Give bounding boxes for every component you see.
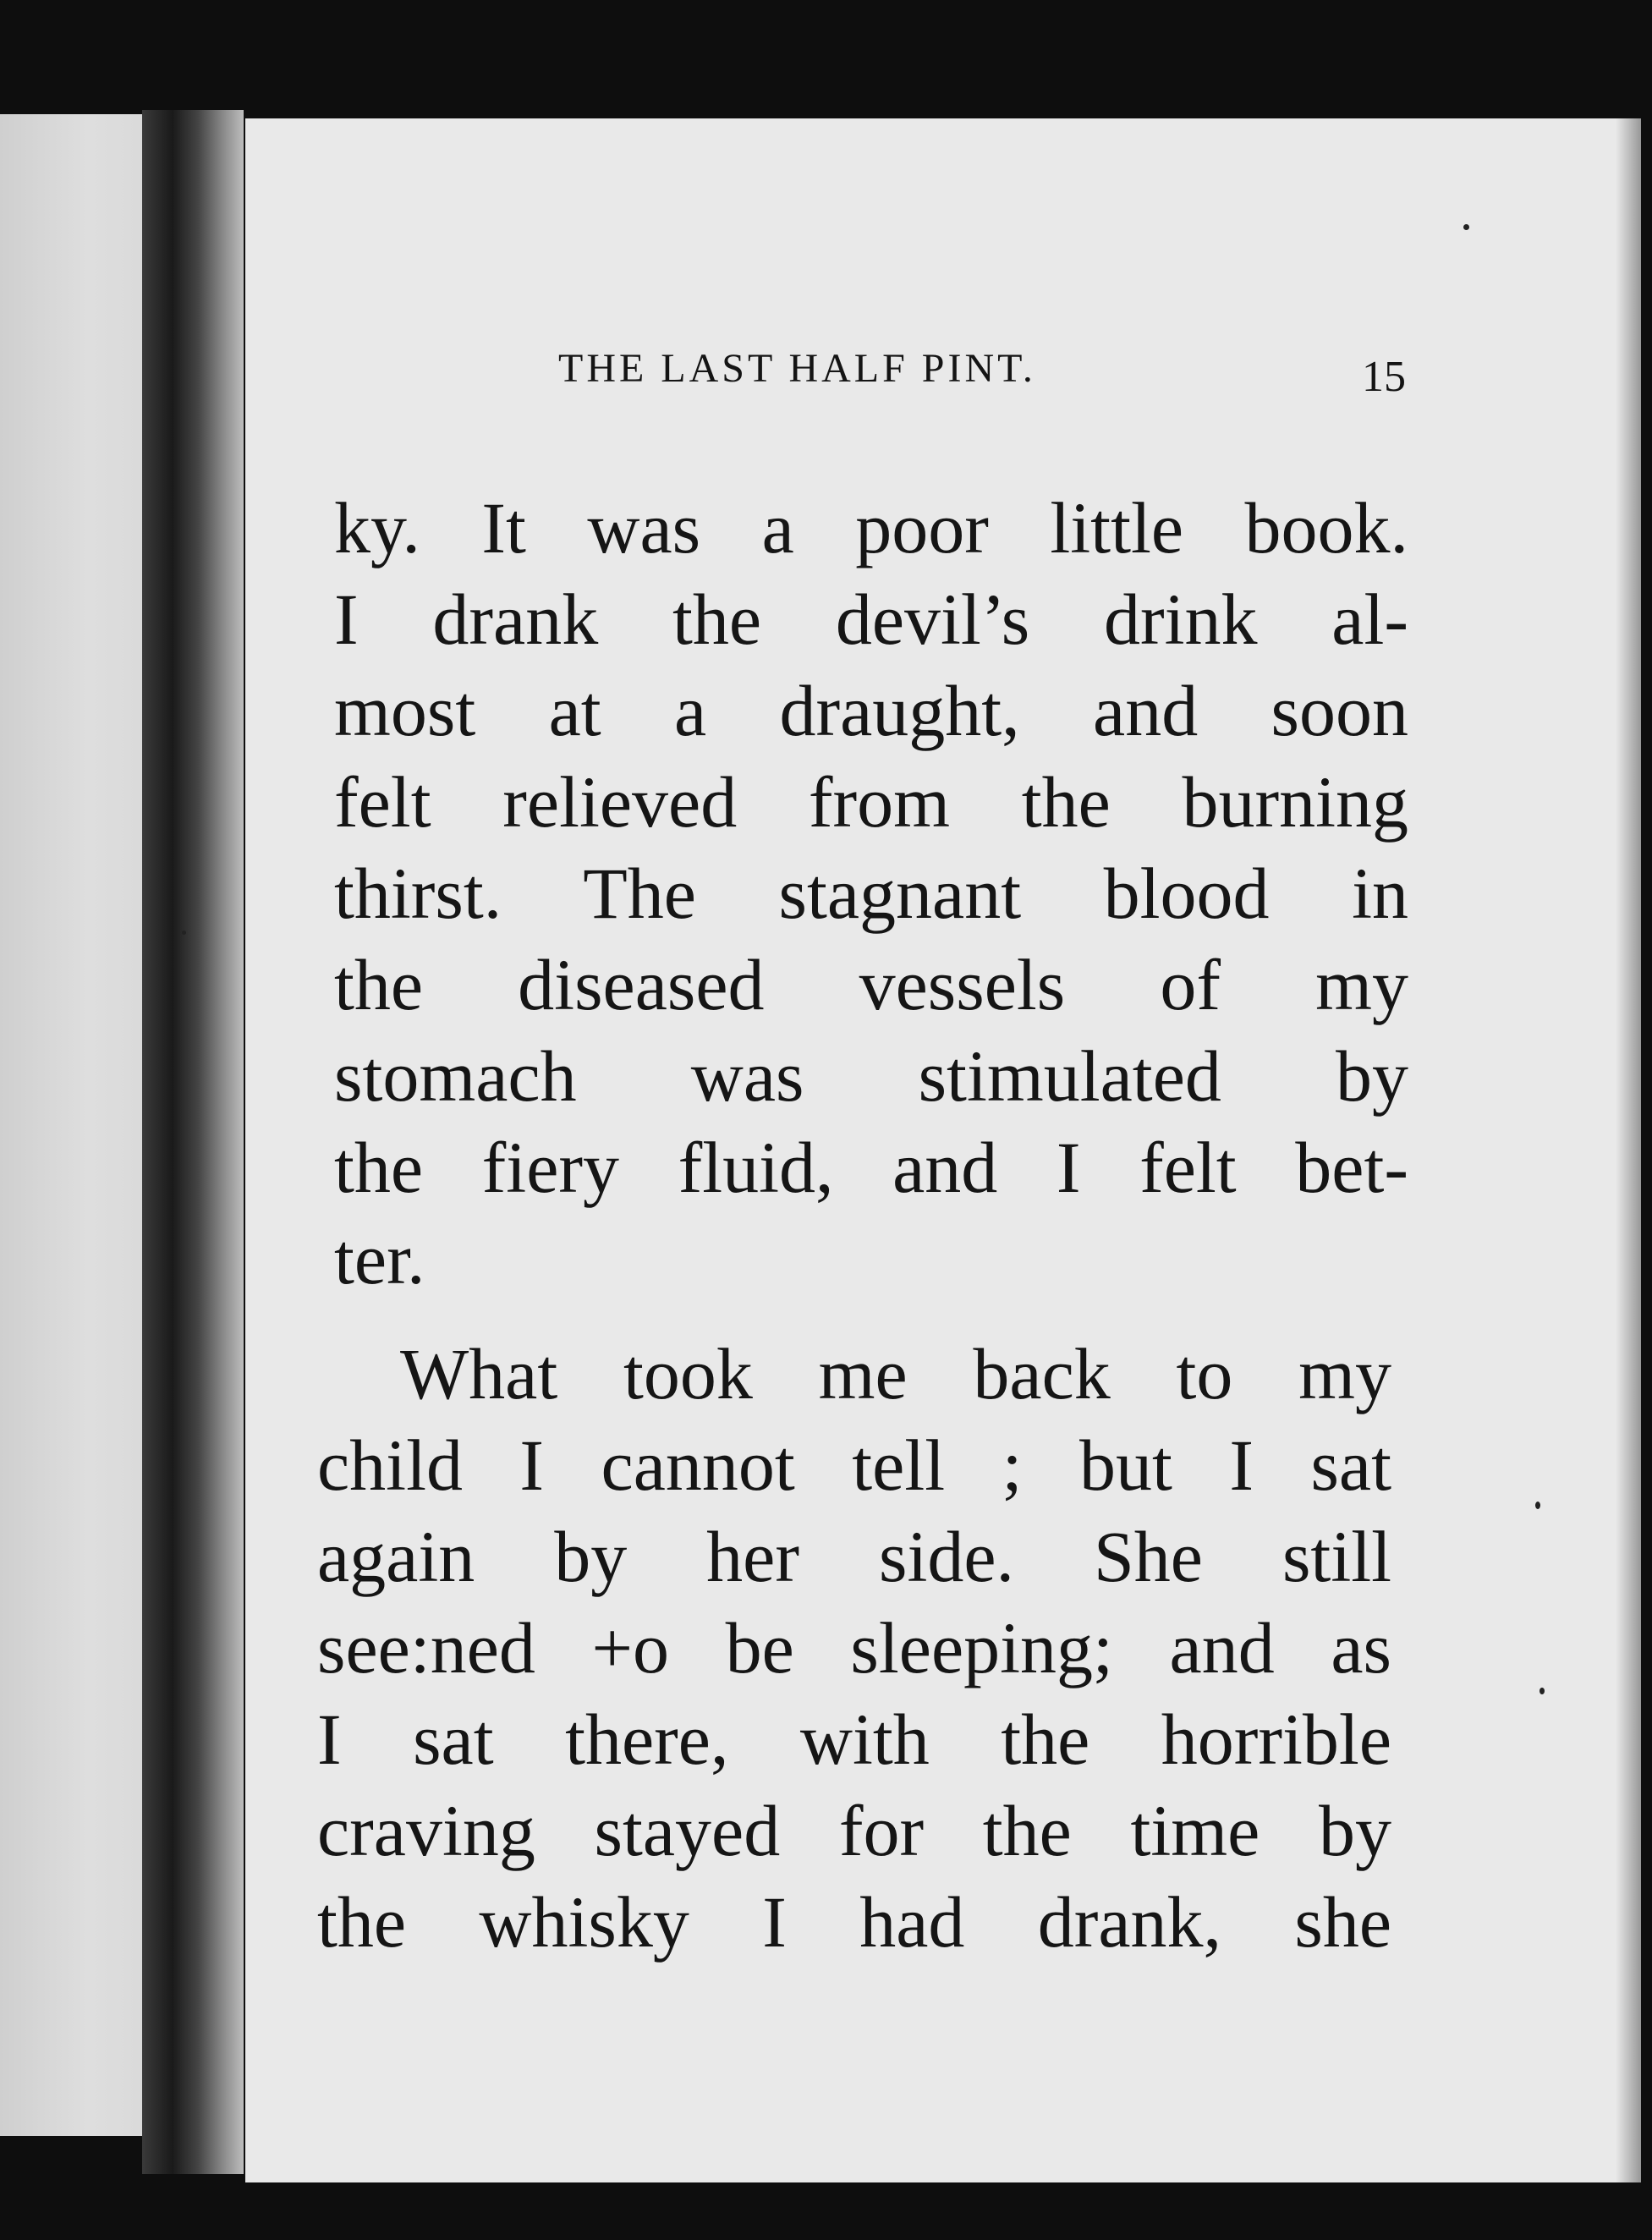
text-line: stomach was stimulated by — [334, 1035, 1408, 1117]
page-number: 15 — [1362, 353, 1406, 401]
text-line: most at a draught, and soon — [334, 670, 1408, 751]
text-line: I sat there, with the horrible — [317, 1699, 1391, 1780]
book-gutter — [142, 110, 244, 2174]
text-line: child I cannot tell ; but I sat — [317, 1425, 1391, 1506]
page-header — [313, 345, 1455, 413]
text-line: ky. It was a poor little book. — [334, 487, 1408, 568]
text-line: felt relieved from the burning — [334, 761, 1408, 843]
text-line: see:ned +o be sleeping; and as — [317, 1607, 1391, 1688]
text-line: craving stayed for the time by — [317, 1790, 1391, 1871]
scan-speck — [1463, 224, 1469, 230]
scan-speck — [182, 931, 186, 935]
text-line: thirst. The stagnant blood in — [334, 853, 1408, 934]
text-line: again by her side. She still — [317, 1516, 1391, 1597]
text-line: I drank the devil’s drink al- — [334, 579, 1408, 660]
text-line: ter. — [334, 1218, 425, 1299]
text-line: the whisky I had drank, she — [317, 1881, 1391, 1963]
text-line: the diseased vessels of my — [334, 944, 1408, 1025]
paragraph-1 — [334, 482, 1425, 1304]
scan-speck — [1539, 1688, 1545, 1694]
scan-speck — [1535, 1502, 1540, 1509]
text-line: the fiery fluid, and I felt bet- — [334, 1127, 1408, 1208]
paragraph-2 — [317, 1328, 1425, 1968]
text-line: What took me back to my — [400, 1333, 1391, 1414]
running-title: THE LAST HALF PINT. — [558, 346, 1036, 391]
body-text — [317, 482, 1425, 1968]
